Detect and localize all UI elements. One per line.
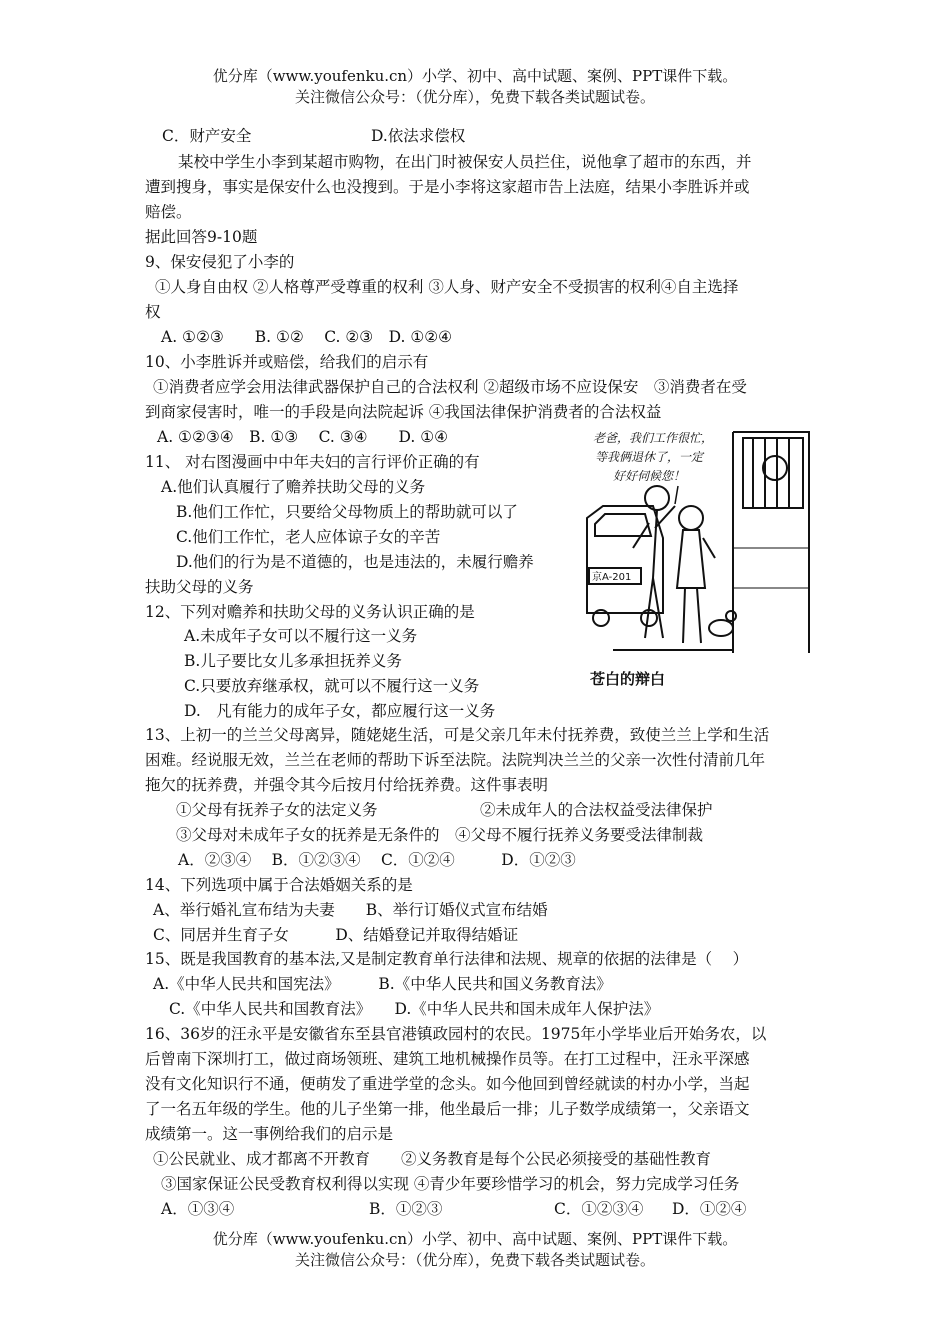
q12-option-a: A.未成年子女可以不履行这一义务 bbox=[184, 627, 418, 645]
q13-item-1: ①父母有抚养子女的法定义务 bbox=[176, 801, 378, 819]
footer-line-2: 关注微信公众号：（优分库），免费下载各类试题试卷。 bbox=[294, 1251, 655, 1269]
prev-option-c: C．财产安全 bbox=[162, 127, 252, 145]
q11-option-a: A.他们认真履行了赡养扶助父母的义务 bbox=[161, 478, 426, 496]
comic-speech-line: 等我俩退休了，一定 bbox=[595, 450, 704, 464]
q10-stem: 10、小李胜诉并或赔偿，给我们的启示有 bbox=[145, 353, 429, 371]
q14-stem: 14、下列选项中属于合法婚姻关系的是 bbox=[145, 876, 413, 894]
q13-items-3-4: ③父母对未成年子女的抚养是无条件的 ④父母不履行抚养义务要受法律制裁 bbox=[176, 826, 704, 844]
page-footer bbox=[0, 1229, 950, 1271]
q10-items-cont: 到商家侵害时，唯一的手段是向法院起诉 ④我国法律保护消费者的合法权益 bbox=[145, 403, 662, 421]
q10-options: A. ①②③④ B. ①③ C. ③④ D. ①④ bbox=[157, 428, 449, 446]
q16-option-b: B．①②③ bbox=[369, 1200, 443, 1218]
passage-line: 遭到搜身，事实是保安什么也没搜到。于是小李将这家超市告上法庭，结果小李胜诉并或 bbox=[145, 178, 750, 196]
q13-line: 13、上初一的兰兰父母离异，随姥姥生活，可是父亲几年未付抚养费，致使兰兰上学和生活 bbox=[145, 726, 770, 744]
q12-option-b: B.儿子要比女儿多承担抚养义务 bbox=[184, 652, 402, 670]
q9-stem: 9、保安侵犯了小李的 bbox=[145, 253, 295, 271]
q16-option-c: C．①②③④ bbox=[554, 1200, 644, 1218]
passage-instruction: 据此回答9-10题 bbox=[145, 228, 258, 246]
q12-stem: 12、下列对赡养和扶助父母的义务认识正确的是 bbox=[145, 603, 475, 621]
page-header bbox=[0, 66, 950, 108]
q13-options: A．②③④ B．①②③④ C．①②④ D．①②③ bbox=[178, 851, 576, 869]
header-line-1: 优分库（www.youfenku.cn）小学、初中、高中试题、案例、PPT课件下载。 bbox=[212, 67, 738, 85]
q9-items-cont: 权 bbox=[145, 303, 161, 321]
q11-option-d-cont: 扶助父母的义务 bbox=[145, 578, 254, 596]
passage-line: 赔偿。 bbox=[145, 203, 192, 221]
q11-option-c: C.他们工作忙，老人应体谅子女的辛苦 bbox=[176, 528, 441, 546]
header-line-2: 关注微信公众号：（优分库），免费下载各类试题试卷。 bbox=[294, 88, 655, 106]
q10-items: ①消费者应学会用法律武器保护自己的合法权利 ②超级市场不应设保安 ③消费者在受 bbox=[153, 378, 747, 396]
q16-line: 16、36岁的汪永平是安徽省东至县官港镇政园村的农民。1975年小学毕业后开始务农，以 bbox=[145, 1025, 767, 1043]
q14-options-cd: C、同居并生育子女 D、结婚登记并取得结婚证 bbox=[153, 926, 519, 944]
q11-stem: 11、 对右图漫画中中年夫妇的言行评价正确的有 bbox=[145, 453, 480, 471]
footer-line-1: 优分库（www.youfenku.cn）小学、初中、高中试题、案例、PPT课件下载。 bbox=[212, 1230, 738, 1248]
q16-option-d: D．①②④ bbox=[672, 1200, 747, 1218]
q11-option-d: D.他们的行为是不道德的，也是违法的，未履行赡养 bbox=[176, 553, 534, 571]
comic-drawing bbox=[583, 428, 815, 668]
comic-illustration bbox=[583, 428, 815, 695]
q16-items-3-4: ③国家保证公民受教育权利得以实现 ④青少年要珍惜学习的机会，努力完成学习任务 bbox=[161, 1175, 740, 1193]
q13-line: 困难。经说服无效，兰兰在老师的帮助下诉至法院。法院判决兰兰的父亲一次性付清前几年 bbox=[145, 751, 766, 769]
q12-option-d: D. 凡有能力的成年子女，都应履行这一义务 bbox=[184, 702, 496, 720]
comic-speech-line: 老爸，我们工作很忙， bbox=[593, 431, 714, 445]
q16-line: 后曾南下深圳打工，做过商场领班、建筑工地机械操作员等。在打工过程中，汪永平深感 bbox=[145, 1050, 750, 1068]
comic-speech-line: 好好伺候您！ bbox=[613, 469, 686, 483]
q16-line: 了一名五年级的学生。他的儿子坐第一排，他坐最后一排；儿子数学成绩第一，父亲语文 bbox=[145, 1100, 750, 1118]
q9-options: A. ①②③ B. ①② C. ②③ D. ①②④ bbox=[161, 328, 453, 346]
q16-option-a: A．①③④ bbox=[161, 1200, 235, 1218]
car-plate: 京A-201 bbox=[592, 572, 632, 583]
q15-options-ab: A.《中华人民共和国宪法》 B.《中华人民共和国义务教育法》 bbox=[153, 975, 612, 993]
q12-option-c: C.只要放弃继承权，就可以不履行这一义务 bbox=[184, 677, 480, 695]
q9-items: ①人身自由权 ②人格尊严受尊重的权利 ③人身、财产安全不受损害的权利④自主选择 bbox=[155, 278, 739, 296]
q11-option-b: B.他们工作忙，只要给父母物质上的帮助就可以了 bbox=[176, 503, 518, 521]
comic-title: 苍白的辩白 bbox=[590, 670, 666, 688]
q13-line: 拖欠的抚养费，并强令其今后按月付给抚养费。这件事表明 bbox=[145, 776, 549, 794]
q15-stem: 15、既是我国教育的基本法,又是制定教育单行法律和法规、规章的依据的法律是（ ） bbox=[145, 950, 749, 968]
passage-line: 某校中学生小李到某超市购物，在出门时被保安人员拦住，说他拿了超市的东西，并 bbox=[178, 153, 752, 171]
prev-option-d: D.依法求偿权 bbox=[371, 127, 466, 145]
q13-item-2: ②未成年人的合法权益受法律保护 bbox=[480, 801, 713, 819]
q16-items-1-2: ①公民就业、成才都离不开教育 ②义务教育是每个公民必须接受的基础性教育 bbox=[153, 1150, 712, 1168]
q16-line: 成绩第一。这一事例给我们的启示是 bbox=[145, 1125, 394, 1143]
q15-options-cd: C.《中华人民共和国教育法》 D.《中华人民共和国未成年人保护法》 bbox=[169, 1000, 660, 1018]
q14-options-ab: A、举行婚礼宣布结为夫妻 B、举行订婚仪式宣布结婚 bbox=[153, 901, 548, 919]
q16-line: 没有文化知识行不通，便萌发了重进学堂的念头。如今他回到曾经就读的村办小学，当起 bbox=[145, 1075, 750, 1093]
